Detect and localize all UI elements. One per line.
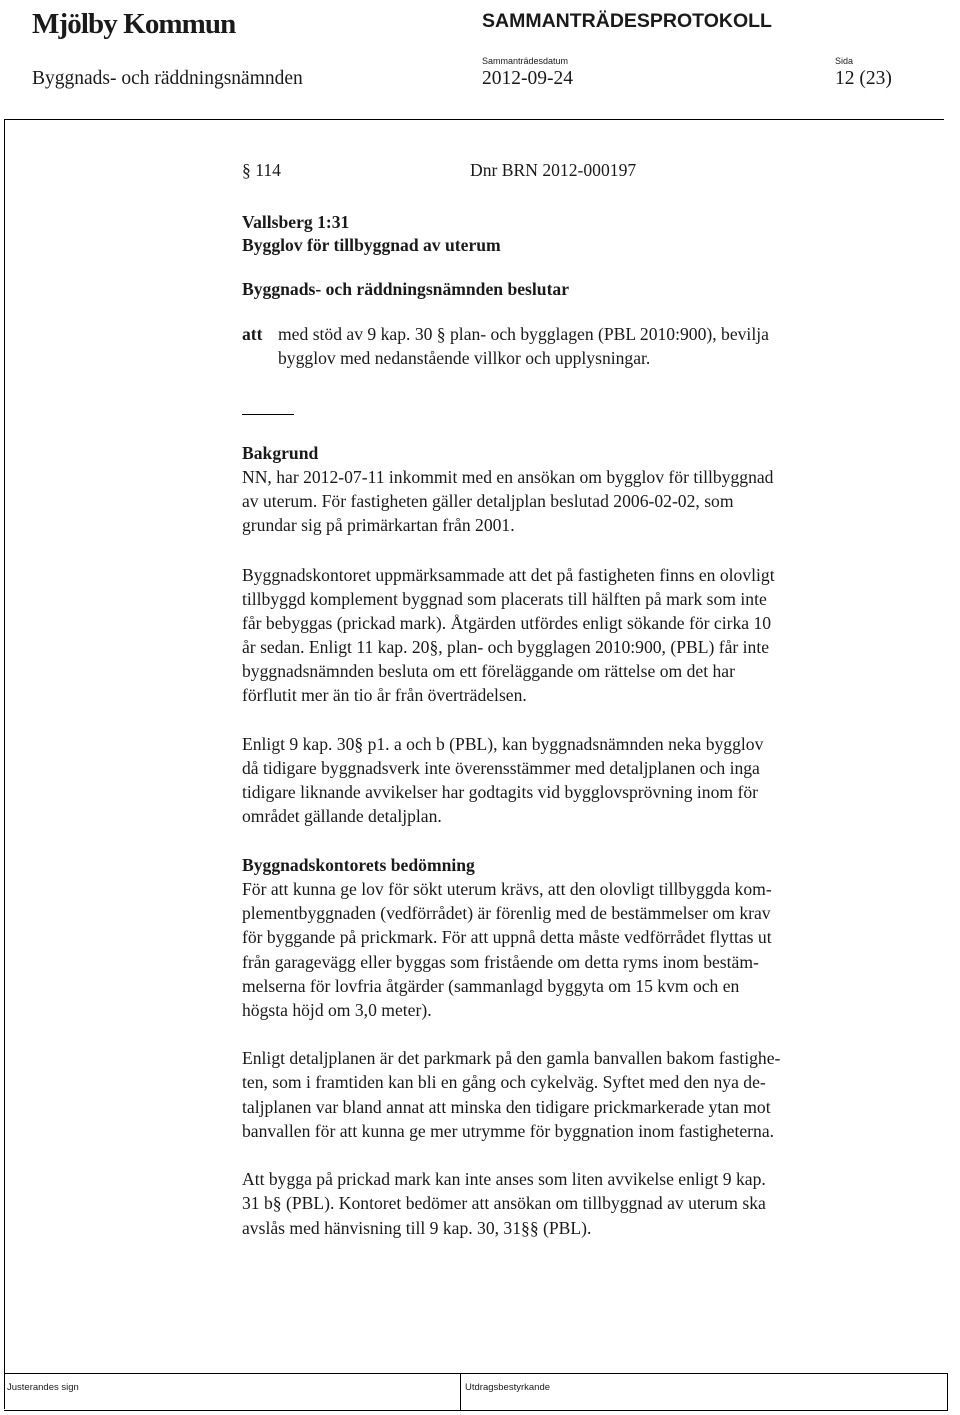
text-line: Enligt detaljplanen är det parkmark på den gamla banvallen bakom fastighe- [242,1048,781,1068]
footer-right-line [947,1373,948,1411]
case-number: Dnr BRN 2012-000197 [470,160,637,180]
decision-heading: Byggnads- och räddningsnämnden beslutar [242,279,570,299]
att-label: att [242,324,263,344]
section-separator [242,414,294,415]
date-label: Sammanträdesdatum [482,56,569,66]
text-line: år sedan. Enligt 11 kap. 20§, plan- och bygglagen 2010:900, (PBL) får inte [242,637,770,657]
page-label: Sida [835,56,854,66]
footer-divider [460,1373,461,1411]
text-line: Att bygga på prickad mark kan inte anses som liten avvikelse enligt 9 kap. [242,1169,766,1189]
text-line: får bebyggas (prickad mark). Åtgärden utfördes enligt sökande för cirka 10 [242,613,772,633]
text-line: 31 b§ (PBL). Kontoret bedömer att ansökan om tillbyggnad av uterum ska [242,1193,766,1213]
text-line: tillbyggd komplement byggnad som placerats till hälften på mark som inte [242,589,767,609]
text-line: området gällande detaljplan. [242,806,442,826]
text-line: Enligt 9 kap. 30§ p1. a och b (PBL), kan byggnadsnämnden neka bygglov [242,734,764,754]
text-line: ten, som i framtiden kan bli en gång och cykelväg. Syftet med den nya de- [242,1072,766,1092]
case-subject: Bygglov för tillbyggnad av uterum [242,235,501,255]
header-divider [4,119,944,120]
protocol-title: SAMMANTRÄDESPROTOKOLL [482,10,772,32]
text-line: förflutit mer än tio år från överträdelsen. [242,685,527,705]
text-line: melserna för lovfria åtgärder (sammanlagd byggyta om 15 kvm och en [242,976,740,996]
left-margin-line [4,119,5,1409]
text-line: högsta höjd om 3,0 meter). [242,1000,432,1020]
text-line: för byggande på prickmark. För att uppnå detta måste vedförrådet flyttas ut [242,927,772,947]
decision-line: med stöd av 9 kap. 30 § plan- och bygglagen (PBL 2010:900), bevilja [278,324,769,344]
text-line: grundar sig på primärkartan från 2001. [242,515,515,535]
organization-name: Mjölby Kommun [32,8,236,40]
text-line: Byggnadskontoret uppmärksammade att det på fastigheten finns en olovligt [242,565,775,585]
text-line: då tidigare byggnadsverk inte överensstämmer med detaljplanen och inga [242,758,760,778]
property-designation: Vallsberg 1:31 [242,212,350,232]
decision-line: bygglov med nedanstående villkor och upplysningar. [278,348,651,368]
signature-label: Justerandes sign [7,1382,79,1393]
text-line: tidigare liknande avvikelser har godtagits vid bygglovsprövning inom för [242,782,758,802]
extract-label: Utdragsbestyrkande [465,1382,551,1393]
text-line: avslås med hänvisning till 9 kap. 30, 31§§ (PBL). [242,1218,592,1238]
committee-name: Byggnads- och räddningsnämnden [32,68,303,89]
text-line: NN, har 2012-07-11 inkommit med en ansökan om bygglov för tillbyggnad [242,467,774,487]
footer-top-line [4,1373,948,1374]
paragraph-number: § 114 [242,160,281,180]
bedomning-heading: Byggnadskontorets bedömning [242,855,475,875]
bakgrund-heading: Bakgrund [242,443,319,463]
text-line: från garagevägg eller byggas som fristående om detta ryms inom bestäm- [242,952,759,972]
text-line: av uterum. För fastigheten gäller detaljplan beslutad 2006-02-02, som [242,491,734,511]
page-number: 12 (23) [835,68,892,89]
text-line: plementbyggnaden (vedförrådet) är förenlig med de bestämmelser om krav [242,903,771,923]
footer-bottom-line [4,1410,948,1411]
text-line: banvallen för att kunna ge mer utrymme för byggnation inom fastigheterna. [242,1121,775,1141]
text-line: taljplanen var bland annat att minska den tidigare prickmarkerade ytan mot [242,1097,771,1117]
meeting-date: 2012-09-24 [482,68,573,89]
text-line: För att kunna ge lov för sökt uterum krävs, att den olovligt tillbyggda kom- [242,879,772,899]
text-line: byggnadsnämnden besluta om ett föreläggande om rättelse om det har [242,661,735,681]
